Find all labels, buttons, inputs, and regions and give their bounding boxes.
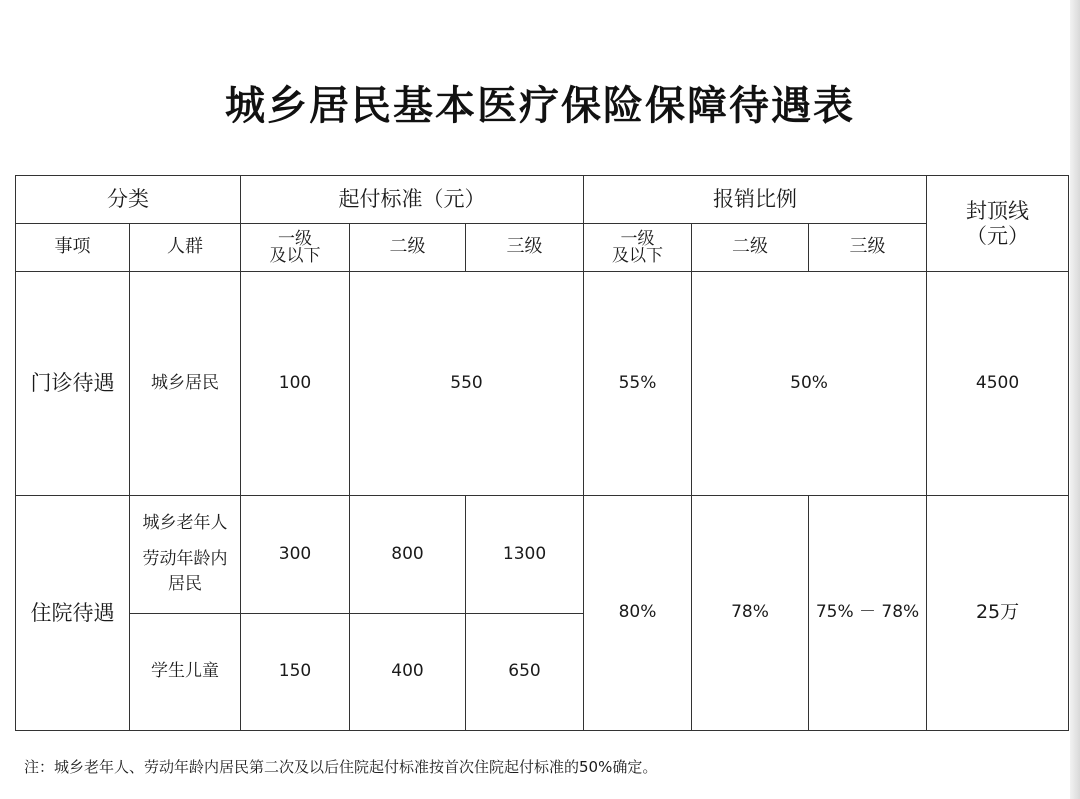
header-deductible-level1-line1: 一级	[278, 228, 312, 249]
header-ratio-level1	[584, 224, 692, 272]
outpatient-cap: 4500	[927, 272, 1069, 496]
header-classification: 分类	[16, 176, 241, 224]
outpatient-deductible-level23: 550	[350, 272, 584, 496]
inpatient-group-elderly-line3: 居民	[168, 574, 202, 595]
inpatient-group-elderly-line1: 城乡老年人	[142, 513, 228, 534]
inpatient-ratio-level1: 80%	[584, 496, 692, 731]
inpatient-elderly-deductible-level3: 1300	[466, 496, 584, 614]
header-reimbursement: 报销比例	[584, 176, 927, 224]
inpatient-group-elderly-line2: 劳动年龄内	[142, 548, 228, 569]
header-row-1	[16, 176, 1069, 224]
header-cap-line1: 封顶线	[966, 199, 1030, 224]
footnote: 注：城乡老年人、劳动年龄内居民第二次及以后住院起付标准按首次住院起付标准的50%确定。	[24, 758, 658, 776]
header-ratio-level3: 三级	[809, 224, 927, 272]
inpatient-elderly-deductible-level1: 300	[241, 496, 350, 614]
inpatient-group-students: 学生儿童	[130, 614, 241, 731]
inpatient-students-deductible-level2: 400	[350, 614, 466, 731]
benefits-table	[15, 175, 1069, 731]
inpatient-row-elderly	[16, 496, 1069, 614]
outpatient-ratio-level1: 55%	[584, 272, 692, 496]
header-ratio-level1-line2: 及以下	[612, 245, 664, 266]
header-group: 人群	[130, 224, 241, 272]
header-deductible-level1-line2: 及以下	[269, 245, 321, 266]
outpatient-label: 门诊待遇	[16, 272, 130, 496]
outpatient-deductible-level1: 100	[241, 272, 350, 496]
inpatient-cap: 25万	[927, 496, 1069, 731]
header-cap	[927, 176, 1069, 272]
inpatient-elderly-deductible-level2: 800	[350, 496, 466, 614]
inpatient-students-deductible-level3: 650	[466, 614, 584, 731]
header-deductible-level2: 二级	[350, 224, 466, 272]
inpatient-group-elderly	[130, 496, 241, 614]
header-row-2	[16, 224, 1069, 272]
page-title: 城乡居民基本医疗保险保障待遇表	[225, 83, 855, 129]
inpatient-ratio-level3: 75% － 78%	[809, 496, 927, 731]
header-cap-line2: （元）	[966, 223, 1030, 248]
inpatient-ratio-level2: 78%	[692, 496, 809, 731]
outpatient-row	[16, 272, 1069, 496]
header-deductible-level1	[241, 224, 350, 272]
outpatient-ratio-level23: 50%	[692, 272, 927, 496]
header-ratio-level1-line1: 一级	[620, 228, 655, 249]
inpatient-label: 住院待遇	[16, 496, 130, 731]
header-deductible: 起付标准（元）	[241, 176, 584, 224]
inpatient-students-deductible-level1: 150	[241, 614, 350, 731]
outpatient-group: 城乡居民	[130, 272, 241, 496]
header-item: 事项	[16, 224, 130, 272]
header-deductible-level3: 三级	[466, 224, 584, 272]
header-ratio-level2: 二级	[692, 224, 809, 272]
